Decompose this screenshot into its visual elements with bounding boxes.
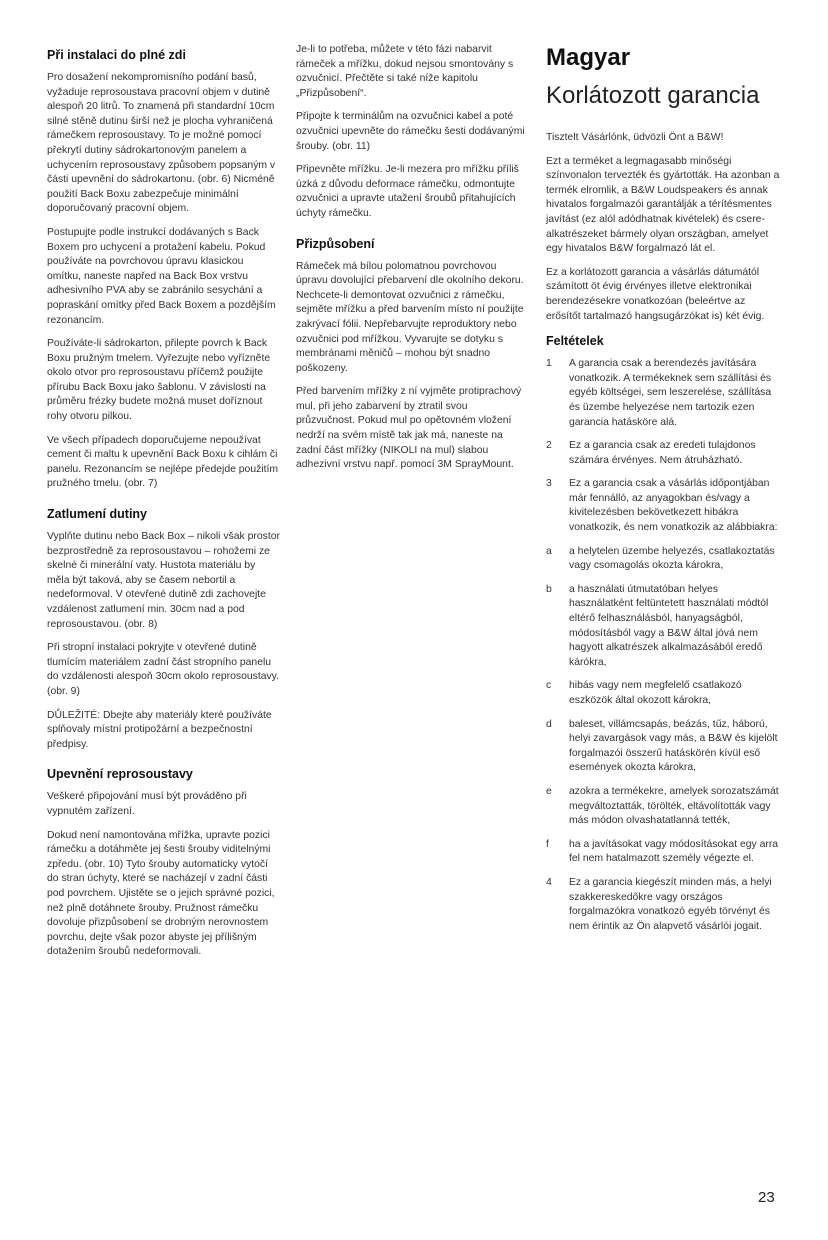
paragraph: Používáte-li sádrokarton, přilepte povrch k Back Boxu pružným tmelem. Vyřezujte nebo vyřízněte okolo otvor pro reprosoustavu příčemž použijte přírubu Back Boxu jako šablonu. V závislosti na průměru frézky budete možná muset doříznout rohy otvoru pilkou. [47, 338, 271, 423]
terms-list [546, 357, 782, 934]
item-marker: d [546, 718, 552, 730]
terms-item [546, 785, 782, 829]
paragraph: Ve všech případech doporučujeme nepoužívat cement či maltu k upevnění Back Boxu k cihlám či panelu. Rezonancím se nejlépe předejde použitím pružného tmelu. (obr. 7) [47, 434, 279, 490]
paragraph: Ez a korlátozott garancia a vásárlás dátumától számított öt évig érvényes illetve elektronikai berendezésekre vonatkozóan (beleértve az erősítőt tartalmazó hangsugárzókat is) két évig. [546, 266, 765, 322]
paragraph: Rámeček má bílou polomatnou povrchovou úpravu dovolující přebarvení dle okolního dekoru. Nechcete-li demontovat ozvučnici z rámečku, sejměte mřížku a před barvením místo ní použijte zakrývací fólii. Nepřebarvujte reproduktory nebo ozvučnici pod mřížkou. Vyvarujte se dotyku s membránami měničů – mohou být snadno poškozeny. [296, 260, 524, 374]
terms-item [546, 545, 782, 574]
terms-item [546, 718, 782, 776]
terms-item [546, 838, 782, 867]
item-text: Ez a garancia csak az eredeti tulajdonos számára érvényes. Nem átruházható. [569, 440, 756, 466]
paragraph: Postupujte podle instrukcí dodávaných s Back Boxem pro uchycení a protažení kabelu. Pokud používáte na povrchovou úpravu klasickou omítku, naneste napřed na Back Box vrstvu adhesivního PVA aby se zabránilo sesychání a popraskání omítky před Back Boxem a pozdějším rezonancím. [47, 226, 276, 326]
item-marker: a [546, 545, 552, 557]
item-text: Ez a garancia csak a vásárlás időpontjában már fennálló, az anyagokban és/vagy a kivitelezésben bekövetkezett hibákra vonatkozik, és nem vonatkozik az alábbiakra: [569, 478, 778, 534]
item-marker: b [546, 583, 552, 595]
paragraph: Připevněte mřížku. Je-li mezera pro mřížku příliš úzká z důvodu deformace rámečku, odmontujte ozvučnici a upravte utažení šroubů přitahujících úchyty rámečku. [296, 164, 519, 219]
item-marker: 3 [546, 478, 552, 490]
terms-item [546, 477, 782, 535]
heading-damping: Zatlumení dutiny [47, 507, 147, 522]
item-marker: 4 [546, 876, 552, 888]
column-czech-middle [296, 43, 528, 482]
heading-terms: Feltételek [546, 334, 604, 349]
item-marker: f [546, 838, 549, 850]
paragraph: Je-li to potřeba, můžete v této fázi nabarvit rámeček a mřížku, dokud nejsou smontovány s ozvučnicí. Přečtěte si také níže kapitolu „Přizpůsobení“. [296, 44, 514, 99]
greeting: Tisztelt Vásárlónk, üdvözli Önt a B&W! [546, 132, 724, 143]
paragraph: Pro dosažení nekompromisního podání basů, vyžaduje reprosoustava pracovní objem v dutině alespoň 20 litrů. To znamená při standardní 10cm silné stěně dutinu širší než je plocha vyhraničená rámečkem reprosoustavy. To je možné pomocí překrytí dutiny sádrokartonovým panelem a uchycením reprosoustavy způsobem popsaným v části upevnění do sádrokartonu. (obr. 6) Nicméně použití Back Boxu zabezpečuje minimální doporučovaný pracovní objem. [47, 72, 276, 215]
warranty-title: Korlátozott garancia [546, 82, 760, 109]
heading-customisation: Přizpůsobení [296, 236, 375, 251]
item-marker: c [546, 680, 552, 692]
paragraph: Ezt a terméket a legmagasabb minőségi színvonalon tervezték és gyártották. Ha azonban a termék elromlik, a B&W Loudspeakers és annak hivatalos forgalmazói garantálják a térítésmentes javítást (ez alól adódhatnak kivételek) és cserealkatrészeket bármely olyan országban, amelyet egy hivatalos B&W forgalmazó lát el. [546, 155, 780, 255]
heading-full-wall: Při instalaci do plné zdi [47, 48, 186, 62]
item-marker: e [546, 785, 552, 797]
item-text: a helytelen üzembe helyezés, csatlakoztatás vagy csomagolás okozta károkra, [569, 545, 775, 572]
terms-item [546, 876, 782, 934]
paragraph: Připojte k terminálům na ozvučnici kabel a poté ozvučnici upevněte do rámečku šesti dodávanými šrouby. (obr. 11) [296, 111, 525, 152]
terms-item [546, 583, 782, 671]
item-marker: 2 [546, 440, 552, 452]
item-text: Ez a garancia kiegészít minden más, a helyi szakkereskedőkre vagy országos forgalmazókra vonatkozó egyéb törvényt és nem érintik az Ön alapvető vásárlói jogait. [569, 876, 772, 932]
paragraph: Při stropní instalaci pokryjte v otevřené dutině tlumícím materiálem zadní část stropního panelu do vzdálenosti alespoň 30cm okolo reprosoustavy. (obr. 9) [47, 642, 279, 697]
terms-item [546, 679, 782, 708]
paragraph: Vyplňte dutinu nebo Back Box – nikoli však prostor bezprostředně za reprosoustavou – rohožemi ze skelné či minerální vaty. Hustota materiálu by měla být taková, aby se časem nebortil a nedeformoval. V otevřené dutině zdi zachovejte vzdálenost zatlumení min. 30cm nad a pod reprosoustavou. (obr. 8) [47, 531, 280, 630]
heading-mounting: Upevnění reprosoustavy [47, 767, 193, 782]
column-czech-left [47, 43, 280, 969]
terms-item [546, 439, 782, 468]
item-text: baleset, villámcsapás, beázás, tűz, háború, helyi zavargások vagy más, a B&W és kijelölt forgalmazói összerű hatáskörén kívül eső események okozta károkra, [569, 718, 778, 774]
paragraph: DŮLEŽITÉ: Dbejte aby materiály které používáte splňovaly místní protipožární a bezpečnostní předpisy. [47, 709, 272, 750]
item-text: A garancia csak a berendezés javítására vonatkozik. A termékeknek sem szállítási és egyéb költségei, sem leszerelése, szállítása és üzembe helyezése nem tartozik ezen garancia hatásköre alá. [569, 358, 772, 428]
column-hungarian-warranty [546, 43, 782, 943]
paragraph: Dokud není namontována mřížka, upravte pozici rámečku a dotáhměte jej šesti šrouby viditelnými zpředu. (obr. 10) Tyto šrouby automaticky vytočí do stran úchyty, které se nacházejí v zadní části pod povrchem. Ujistěte se o jejich správné pozici, než plně dotáhnete šrouby. Pružnost rámečku dovoluje přizpůsobení se drobným nerovnostem povrchu, dejte však pozor abyste jej přílišným dotažením šroubů nedeformovali. [47, 829, 275, 958]
paragraph: Veškeré připojování musí být prováděno při vypnutém zařízení. [47, 791, 247, 817]
item-text: hibás vagy nem megfelelő csatlakozó eszközök által okozott károkra, [569, 680, 742, 706]
paragraph: Před barvením mřížky z ní vyjměte protiprachový mul, při jeho zabarvení by ztratil svou průzvučnost. Pokud mul po opětovném vložení nedrží na svém místě tak jak má, naneste na zadní část mřížky (NIKOLI na mul) slabou adhezivní vrstvu např. pomocí 3M SprayMount. [296, 386, 522, 471]
item-marker: 1 [546, 358, 552, 370]
item-text: a használati útmutatóban helyes használatként feltüntetett használati módtól eltérő felhasználásból, hanyagságból, módosításból vagy a B&W által jóvá nem hagyott alkatrészek alkalmazásából eredő kárókra, [569, 583, 769, 668]
item-text: ha a javításokat vagy módosításokat egy arra fel nem hatalmazott személy végezte el. [569, 838, 779, 865]
item-text: azokra a termékekre, amelyek sorozatszámát megváltoztatták, törölték, eltávolították vagy más módon olvashatatlanná tették, [569, 785, 779, 827]
page-number: 23 [758, 1189, 775, 1206]
language-title: Magyar [546, 44, 631, 71]
terms-item [546, 357, 782, 430]
